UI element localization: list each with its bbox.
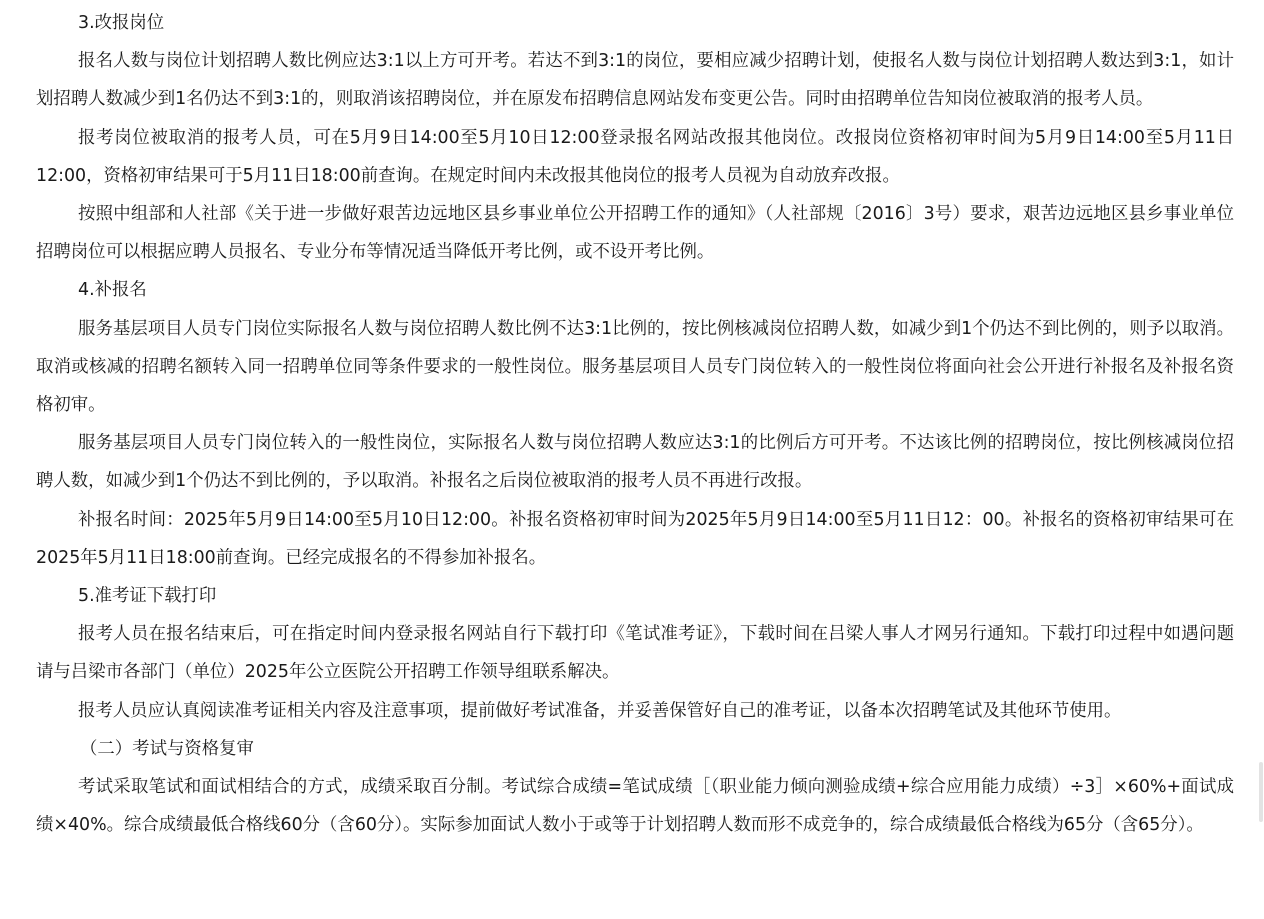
section-heading-change-post: 3.改报岗位 xyxy=(78,13,165,33)
paragraph: 报考人员在报名结束后，可在指定时间内登录报名网站自行下载打印《笔试准考证》，下载时间在吕梁人事人才网另行通知。下载打印过程中如遇问题请与吕梁市各部门（单位）2025年公立医院公开招聘工作领导组联系解决。 xyxy=(36,624,1234,683)
paragraph: 按照中组部和人社部《关于进一步做好艰苦边远地区县乡事业单位公开招聘工作的通知》（人社部规〔2016〕3号）要求，艰苦边远地区县乡事业单位招聘岗位可以根据应聘人员报名、专业分布等情况适当降低开考比例，或不设开考比例。 xyxy=(36,204,1234,263)
paragraph: 报名人数与岗位计划招聘人数比例应达3:1以上方可开考。若达不到3:1的岗位，要相应减少招聘计划，使报名人数与岗位计划招聘人数达到3:1，如计划招聘人数减少到1名仍达不到3:1的，则取消该招聘岗位，并在原发布招聘信息网站发布变更公告。同时由招聘单位告知岗位被取消的报考人员。 xyxy=(36,51,1234,110)
paragraph: 补报名时间：2025年5月9日14:00至5月10日12:00。补报名资格初审时间为2025年5月9日14:00至5月11日12：00。补报名的资格初审结果可在2025年5月11日18:00前查询。已经完成报名的不得参加补报名。 xyxy=(36,509,1234,568)
paragraph: 报考岗位被取消的报考人员，可在5月9日14:00至5月10日12:00登录报名网站改报其他岗位。改报岗位资格初审时间为5月9日14:00至5月11日12:00，资格初审结果可于5月11日18:00前查询。在规定时间内未改报其他岗位的报考人员视为自动放弃改报。 xyxy=(36,127,1234,186)
paragraph: 报考人员应认真阅读准考证相关内容及注意事项，提前做好考试准备，并妥善保管好自己的准考证，以备本次招聘笔试及其他环节使用。 xyxy=(78,700,1122,721)
section-heading-admission-ticket: 5.准考证下载打印 xyxy=(78,586,217,607)
scrollbar[interactable] xyxy=(1258,0,1264,919)
paragraph: 服务基层项目人员专门岗位转入的一般性岗位，实际报名人数与岗位招聘人数应达3:1的比例后方可开考。不达该比例的招聘岗位，按比例核减岗位招聘人数，如减少到1个仍达不到比例的，予以取消。补报名之后岗位被取消的报考人员不再进行改报。 xyxy=(36,433,1234,492)
paragraph: 考试采取笔试和面试相结合的方式，成绩采取百分制。考试综合成绩=笔试成绩［（职业能力倾向测验成绩+综合应用能力成绩）÷3］×60%+面试成绩×40%。综合成绩最低合格线60分（含60分）。实际参加面试人数小于或等于计划招聘人数而形不成竞争的，综合成绩最低合格线为65分（含65分）。 xyxy=(36,777,1234,836)
section-heading-supplementary-registration: 4.补报名 xyxy=(78,280,147,301)
paragraph: 服务基层项目人员专门岗位实际报名人数与岗位招聘人数比例不达3:1比例的，按比例核减岗位招聘人数，如减少到1个仍达不到比例的，则予以取消。取消或核减的招聘名额转入同一招聘单位同等条件要求的一般性岗位。服务基层项目人员专门岗位转入的一般性岗位将面向社会公开进行补报名及补报名资格初审。 xyxy=(36,318,1234,416)
document-body xyxy=(36,4,1234,844)
scrollbar-thumb[interactable] xyxy=(1259,762,1263,822)
subsection-heading-exam-review: （二）考试与资格复审 xyxy=(80,738,254,759)
